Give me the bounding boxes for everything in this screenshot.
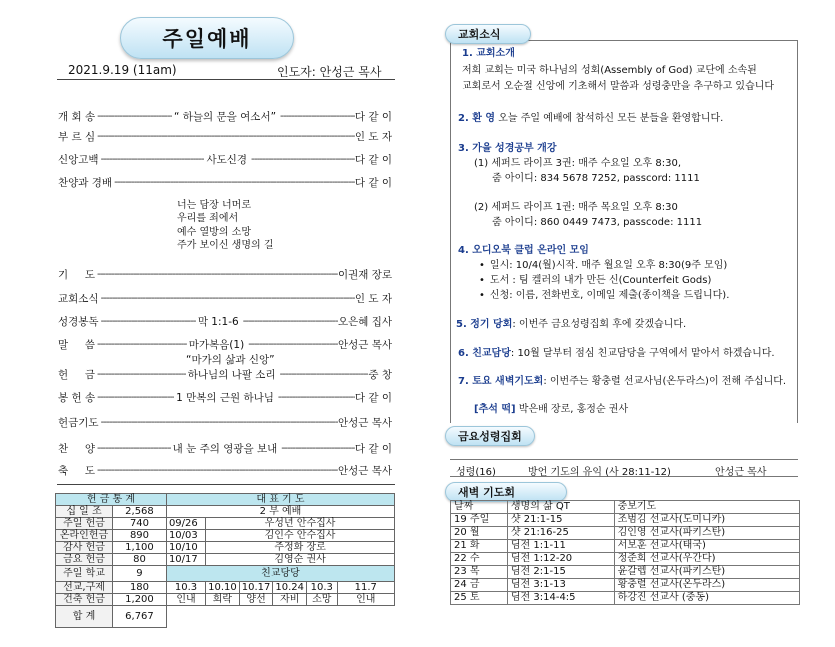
friday-service-row [450, 459, 798, 477]
friday-label: 성령(16) [456, 467, 496, 478]
table-cell: 윤갈렙 선교사(파키스탄) [614, 566, 799, 579]
prayer-date: 10/10 [166, 542, 205, 554]
audio-line: • 일시: 10/4(월)시작. 매주 월요일 오후 8:30(9주 모임) [479, 259, 727, 272]
leader-dots [112, 176, 355, 188]
order-row [58, 313, 392, 329]
study-line: (1) 세퍼드 라이프 3권: 매주 수요일 오후 8:30, [474, 158, 682, 169]
dawn-prayer-tab: 새벽 기도회 [445, 482, 567, 502]
fellowship-item [458, 347, 775, 360]
audio-title: 4. 오디오북 클럽 온라인 모임 [458, 245, 589, 256]
table-cell: 김인영 선교사(파키스탄) [614, 527, 799, 540]
order-content: “ 하늘의 문을 여소서” [173, 110, 277, 123]
fellowship-date: 10.10 [206, 582, 240, 594]
page-title: 주일예배 [120, 17, 294, 59]
order-row [58, 108, 392, 124]
fellowship-header: 친교당당 [166, 566, 394, 582]
leader-dots [95, 268, 338, 280]
leader-dots [95, 110, 172, 122]
dawn-prayer-text: : 이번주는 황충렬 선교사님(온두라스)이 전해 주십니다. [543, 376, 787, 387]
study-line: 줌 아이디: 834 5678 7252, passcord: 1111 [492, 173, 700, 184]
prayer-date: 10/17 [166, 554, 205, 566]
table-row [451, 527, 800, 540]
order-content: 막 1:1-6 [197, 315, 239, 328]
offering-value: 9 [113, 566, 167, 582]
order-row [58, 366, 392, 382]
order-label: 교회소식 [58, 292, 99, 305]
fellowship-group: 인내 [337, 594, 394, 606]
fellowship-date: 10.3 [307, 582, 338, 594]
intro-title: 1. 교회소개 [462, 48, 515, 59]
order-leader: 인 도 자 [354, 292, 392, 305]
fellowship-group: 인내 [166, 594, 205, 606]
table-row [451, 514, 800, 527]
table-cell: 조범김 선교사(도미니카) [614, 514, 799, 527]
table-cell: 24 금 [451, 579, 508, 592]
order-label: 헌금기도 [58, 416, 99, 429]
order-row [58, 128, 392, 144]
prayer-name: 주정화 장로 [206, 542, 395, 554]
leader-dots [278, 110, 355, 122]
column-header: 생명의 삶 QT [507, 501, 614, 514]
offering-label: 십 일 조 [56, 506, 113, 518]
leader-dots [249, 153, 355, 165]
fellowship-date: 10.17 [239, 582, 273, 594]
order-leader: 이권재 장로 [337, 268, 392, 281]
order-label: 부 르 심 [58, 130, 96, 143]
leader-dots [246, 338, 338, 350]
audio-line: • 도서 : 팀 켈러의 내가 만든 신(Counterfeit Gods) [479, 274, 711, 287]
offering-value: 1,100 [113, 542, 167, 554]
offering-label: 주일 학교 [56, 566, 113, 582]
regular-text: : 이번주 금요성령집회 후에 갖겠습니다. [512, 319, 687, 330]
prayer-name: 우성년 안수집사 [206, 518, 395, 530]
leader-dots [95, 130, 355, 142]
table-cell: 23 목 [451, 566, 508, 579]
order-leader: 다 같 이 [354, 110, 393, 123]
table-cell: 19 주일 [451, 514, 508, 527]
offering-value: 1,200 [113, 594, 167, 606]
welcome-title: 2. 환 영 [458, 113, 496, 124]
order-label: 기 도 [58, 268, 95, 281]
leader-dots [95, 442, 171, 454]
fellowship-group: 자비 [273, 594, 307, 606]
prayer-header: 대 표 기 도 [166, 494, 394, 506]
fellowship-text: : 10월 달부터 점심 친교담당을 구역에서 맡아서 하겠습니다. [510, 348, 775, 359]
fellowship-date: 10.24 [273, 582, 307, 594]
friday-text: 방언 기도의 유익 (사 28:11-12) [528, 467, 671, 478]
regular-meeting-item [456, 318, 686, 331]
fellowship-group: 소망 [307, 594, 338, 606]
order-row [58, 174, 392, 190]
order-row [58, 266, 392, 282]
table-cell: 황충렬 선교사(온두라스) [614, 579, 799, 592]
offering-label: 주일 헌금 [56, 518, 113, 530]
chuseok-item [474, 403, 628, 416]
friday-service-tab: 금요성령집회 [445, 426, 535, 446]
offering-value: 740 [113, 518, 167, 530]
dawn-prayer-item [458, 375, 786, 388]
leader-dots [279, 442, 355, 454]
order-leader: 다 같 이 [354, 153, 393, 166]
prayer-date: 10/03 [166, 530, 205, 542]
fellowship-group: 희락 [206, 594, 240, 606]
order-label: 축 도 [58, 464, 95, 477]
prayer-name: 김인수 안수집사 [206, 530, 395, 542]
offering-label: 온라인헌금 [56, 530, 113, 542]
table-cell: 딤전 1:1-11 [507, 540, 614, 553]
fellowship-title: 6. 친교담당 [458, 348, 511, 359]
table-cell: 샷 21:16-25 [507, 527, 614, 540]
offering-table [55, 493, 395, 628]
leader-dots [95, 391, 174, 403]
offering-header: 헌 금 통 계 [56, 494, 167, 506]
table-cell: 21 화 [451, 540, 508, 553]
table-cell: 하강진 선교사 (중동) [614, 592, 799, 605]
table-cell: 딤전 3:14-4:5 [507, 592, 614, 605]
table-cell: 정준희 선교사(우간다) [614, 553, 799, 566]
service-leader: 인도자: 안성근 목사 [277, 65, 382, 79]
leader-dots [99, 315, 196, 327]
offering-label: 금요 헌금 [56, 554, 113, 566]
chuseok-title: [추석 떡] [474, 404, 516, 415]
order-leader: 다 같 이 [354, 442, 392, 455]
leader-dots [95, 368, 186, 380]
table-cell: 샷 21:1-15 [507, 514, 614, 527]
leader-dots [95, 464, 338, 476]
order-row [58, 389, 392, 405]
order-leader: 다 같 이 [354, 176, 392, 189]
offering-value: 180 [113, 582, 167, 594]
prayer-date: 09/26 [166, 518, 205, 530]
divider [57, 79, 395, 80]
study-line: (2) 세퍼드 라이프 1권: 매주 목요일 오후 8:30 [474, 202, 678, 213]
leader-dots [99, 153, 205, 165]
order-content: 1 만복의 근원 하나님 [176, 391, 274, 404]
column-header: 중보기도 [614, 501, 799, 514]
column-header: 날짜 [451, 501, 508, 514]
table-row [451, 592, 800, 605]
table-row [451, 566, 800, 579]
offering-total-label: 합 계 [56, 606, 113, 628]
dawn-prayer-title: 7. 토요 새벽기도회 [458, 376, 544, 387]
order-leader: 중 창 [368, 368, 392, 381]
offering-label: 감사 헌금 [56, 542, 113, 554]
leader-dots [278, 368, 369, 380]
leader-dots [99, 416, 338, 428]
table-cell: 22 수 [451, 553, 508, 566]
praise-song-list [177, 199, 273, 252]
order-label: 개 회 송 [58, 110, 96, 123]
order-row [58, 336, 392, 352]
leader-dots [241, 315, 338, 327]
order-label: 성경봉독 [58, 315, 99, 328]
praise-song: 예수 열방의 소망 [177, 226, 251, 238]
church-news-frame [450, 40, 798, 423]
table-cell: 딤전 3:1-13 [507, 579, 614, 592]
order-label: 찬 양 [58, 442, 95, 455]
leader-dots [276, 391, 355, 403]
order-content: 내 눈 주의 영광을 보내 [172, 442, 278, 455]
offering-value: 890 [113, 530, 167, 542]
order-leader: 안성근 목사 [337, 464, 392, 477]
order-row [58, 462, 392, 478]
order-label: 찬양과 경배 [58, 176, 113, 189]
table-row [451, 540, 800, 553]
prayer-service: 2 부 예배 [166, 506, 394, 518]
order-row [58, 151, 392, 167]
order-leader: 오은혜 집사 [337, 315, 392, 328]
offering-total-value: 6,767 [113, 606, 167, 628]
order-label: 봉 헌 송 [58, 391, 96, 404]
table-cell: 20 월 [451, 527, 508, 540]
order-label: 신앙고백 [58, 153, 99, 166]
order-label: 말 씀 [58, 338, 95, 351]
empty-cell [166, 606, 394, 628]
study-title: 3. 가을 성경공부 개강 [458, 143, 557, 154]
leader-dots [95, 338, 187, 350]
order-row [58, 290, 392, 306]
order-leader: 안성근 목사 [337, 338, 392, 351]
order-content: 하나님의 나팔 소리 [187, 368, 276, 381]
offering-value: 80 [113, 554, 167, 566]
regular-title: 5. 정기 당회 [456, 319, 513, 330]
divider [57, 484, 395, 485]
table-cell: 딤전 2:1-15 [507, 566, 614, 579]
prayer-name: 김영순 권사 [206, 554, 395, 566]
table-row [451, 579, 800, 592]
friday-speaker: 안성근 목사 [715, 467, 767, 478]
welcome-item [458, 112, 723, 125]
welcome-text: 오늘 주일 예배에 참석하신 모든 분들을 환영합니다. [495, 113, 724, 124]
service-date: 2021.9.19 (11am) [68, 63, 177, 77]
audio-line: • 신청: 이름, 전화번호, 이메일 제출(종이책을 드립니다). [479, 289, 729, 302]
order-leader: 안성근 목사 [337, 416, 392, 429]
intro-text: 교회로서 오순절 신앙에 기초해서 말씀과 성령충만을 추구하고 있습니다 [462, 81, 775, 92]
praise-song: 주가 보이신 생명의 길 [177, 239, 274, 251]
dawn-prayer-table [450, 500, 800, 605]
offering-label: 건축 헌금 [56, 594, 113, 606]
order-label: 헌 금 [58, 368, 95, 381]
church-news-tab: 교회소식 [445, 24, 531, 44]
table-cell: 25 토 [451, 592, 508, 605]
praise-song: 너는 담장 너머로 [177, 200, 251, 211]
order-row [58, 414, 392, 430]
leader-dots [99, 292, 355, 304]
sermon-subtitle: “마가의 삶과 신앙” [186, 354, 275, 366]
table-cell: 딤전 1:12-20 [507, 553, 614, 566]
praise-song: 우리를 죄에서 [177, 213, 239, 225]
order-content: 사도신경 [206, 153, 248, 166]
study-line: 줌 아이디: 860 0449 7473, passcode: 1111 [492, 217, 703, 228]
fellowship-date: 11.7 [337, 582, 394, 594]
chuseok-text: 박은배 장로, 홍정순 권사 [515, 404, 629, 415]
order-leader: 다 같 이 [354, 391, 392, 404]
order-row [58, 440, 392, 456]
table-cell: 서보훈 선교사(태국) [614, 540, 799, 553]
order-content: 마가복음(1) [188, 338, 245, 351]
fellowship-date: 10.3 [166, 582, 205, 594]
offering-label: 선교,구제 [56, 582, 113, 594]
intro-text: 저희 교회는 미국 하나님의 성회(Assembly of God) 교단에 소속된 [462, 65, 757, 76]
order-leader: 인 도 자 [354, 130, 392, 143]
offering-value: 2,568 [113, 506, 167, 518]
table-row [451, 553, 800, 566]
fellowship-group: 양선 [239, 594, 273, 606]
